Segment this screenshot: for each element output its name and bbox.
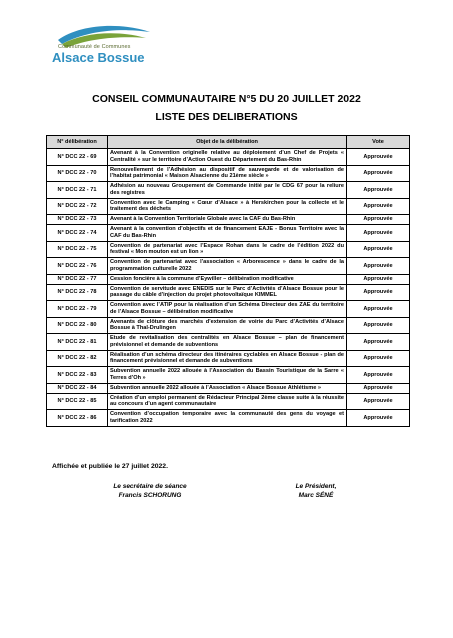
secretary-signature-block	[90, 482, 210, 500]
table-row	[47, 215, 410, 225]
deliberation-number: N° DCC 22 - 69	[47, 149, 108, 166]
deliberation-object: Renouvellement de l’Adhésion au dispositif de sauvegarde et de valorisation de l’habitat patrimonial « Maison Alsacienne du 21ème siècle »	[108, 165, 347, 182]
deliberation-vote: Approuvée	[347, 301, 410, 318]
deliberation-object: Avenant à la Convention Territoriale Globale avec la CAF du Bas-Rhin	[108, 215, 347, 225]
deliberation-vote: Approuvée	[347, 258, 410, 275]
deliberation-number: N° DCC 22 - 77	[47, 274, 108, 284]
header-numero: N° délibération	[47, 136, 108, 149]
deliberation-vote: Approuvée	[347, 274, 410, 284]
document-subtitle: LISTE DES DELIBERATIONS	[155, 111, 298, 123]
table-row	[47, 241, 410, 258]
deliberation-object: Convention de servitude avec ENEDIS sur le Parc d’Activités d’Alsace Bossue pour le passage du câble d’injection du projet photovoltaïque KIMMEL	[108, 284, 347, 301]
deliberation-number: N° DCC 22 - 80	[47, 317, 108, 334]
deliberation-number: N° DCC 22 - 83	[47, 367, 108, 384]
logo-subtitle: Communauté de Communes	[58, 44, 131, 50]
logo-name: Alsace Bossue	[52, 50, 145, 65]
table-header-row	[47, 136, 410, 149]
deliberation-object: Subvention annuelle 2022 allouée à l’Association « Alsace Bossue Athlétisme »	[108, 383, 347, 393]
deliberation-object: Avenants de clôture des marchés d’extension de voirie du Parc d’Activités d’Alsace Bossue à Thal-Drulingen	[108, 317, 347, 334]
deliberation-vote: Approuvée	[347, 198, 410, 215]
deliberation-number: N° DCC 22 - 72	[47, 198, 108, 215]
table-row	[47, 393, 410, 410]
table-row	[47, 258, 410, 275]
table-row	[47, 225, 410, 242]
deliberation-object: Etude de revitalisation des centralités en Alsace Bossue – plan de financement prévisionnel et demande de subventions	[108, 334, 347, 351]
deliberation-vote: Approuvée	[347, 393, 410, 410]
deliberation-object: Convention d’occupation temporaire avec la communauté des gens du voyage et tarification 2022	[108, 410, 347, 427]
deliberation-vote: Approuvée	[347, 317, 410, 334]
deliberation-object: Convention de partenariat avec l’association « Arborescence » dans le cadre de la programmation culturelle 2022	[108, 258, 347, 275]
publication-notice: Affichée et publiée le 27 juillet 2022.	[52, 463, 168, 470]
deliberation-object: Cession foncière à la commune d’Eywiller – délibération modificative	[108, 274, 347, 284]
table-row	[47, 383, 410, 393]
deliberation-object: Convention de partenariat avec l’Espace Rohan dans le cadre de l’édition 2022 du festival « Mon mouton est un lion »	[108, 241, 347, 258]
deliberation-object: Convention avec le Camping « Cœur d’Alsace » à Herskirchen pour la collecte et le traitement des déchets	[108, 198, 347, 215]
deliberation-vote: Approuvée	[347, 334, 410, 351]
deliberation-vote: Approuvée	[347, 182, 410, 199]
deliberation-number: N° DCC 22 - 85	[47, 393, 108, 410]
deliberation-vote: Approuvée	[347, 367, 410, 384]
deliberation-number: N° DCC 22 - 70	[47, 165, 108, 182]
deliberation-number: N° DCC 22 - 82	[47, 350, 108, 367]
table-row	[47, 149, 410, 166]
deliberation-number: N° DCC 22 - 71	[47, 182, 108, 199]
deliberation-number: N° DCC 22 - 73	[47, 215, 108, 225]
deliberation-number: N° DCC 22 - 76	[47, 258, 108, 275]
president-name: Marc SÉNÉ	[298, 492, 334, 500]
deliberation-vote: Approuvée	[347, 410, 410, 427]
secretary-name: Francis SCHORUNG	[118, 492, 182, 500]
table-row	[47, 334, 410, 351]
president-role: Le Président,	[295, 483, 337, 490]
president-signature-block	[266, 482, 366, 500]
table-row	[47, 410, 410, 427]
header-objet: Objet de la délibération	[108, 136, 347, 149]
table-row	[47, 182, 410, 199]
table-row	[47, 301, 410, 318]
table-row	[47, 317, 410, 334]
deliberations-table	[46, 135, 410, 427]
deliberation-number: N° DCC 22 - 86	[47, 410, 108, 427]
deliberation-number: N° DCC 22 - 79	[47, 301, 108, 318]
deliberation-number: N° DCC 22 - 81	[47, 334, 108, 351]
table-row	[47, 350, 410, 367]
deliberation-number: N° DCC 22 - 75	[47, 241, 108, 258]
table-row	[47, 165, 410, 182]
table-row	[47, 284, 410, 301]
secretary-role: Le secrétaire de séance	[113, 483, 187, 490]
deliberation-object: Subvention annuelle 2022 allouée à l’Association du Bassin Touristique de la Sarre « Terres d’Oh »	[108, 367, 347, 384]
table-row	[47, 274, 410, 284]
deliberation-object: Convention avec l’ATIP pour la réalisation d’un Schéma Directeur des ZAE du territoire de l’Alsace Bossue – délibération modificative	[108, 301, 347, 318]
table-row	[47, 198, 410, 215]
deliberation-number: N° DCC 22 - 74	[47, 225, 108, 242]
deliberation-object: Avenant à la convention d’objectifs et de financement EAJE - Bonus Territoire avec la CAF du Bas-Rhin	[108, 225, 347, 242]
deliberation-object: Réalisation d’un schéma directeur des itinéraires cyclables en Alsace Bossue - plan de financement prévisionnel et demande de subventions	[108, 350, 347, 367]
document-title: CONSEIL COMMUNAUTAIRE N°5 DU 20 JUILLET 2022	[92, 93, 361, 105]
deliberation-vote: Approuvée	[347, 165, 410, 182]
deliberation-vote: Approuvée	[347, 149, 410, 166]
deliberation-vote: Approuvée	[347, 383, 410, 393]
deliberation-object: Avenant à la Convention originelle relative au déploiement d’un Chef de Projets « Centralité » sur le territoire d’Action Ouest du Département du Bas-Rhin	[108, 149, 347, 166]
deliberation-object: Création d’un emploi permanent de Rédacteur Principal 2ème classe suite à la réussite au concours d’un agent communautaire	[108, 393, 347, 410]
deliberation-vote: Approuvée	[347, 225, 410, 242]
deliberation-object: Adhésion au nouveau Groupement de Commande initié par le CDG 67 pour la reliure des registres	[108, 182, 347, 199]
deliberation-vote: Approuvée	[347, 350, 410, 367]
deliberation-number: N° DCC 22 - 78	[47, 284, 108, 301]
table-row	[47, 367, 410, 384]
deliberation-vote: Approuvée	[347, 284, 410, 301]
deliberation-number: N° DCC 22 - 84	[47, 383, 108, 393]
deliberation-vote: Approuvée	[347, 241, 410, 258]
header-vote: Vote	[347, 136, 410, 149]
deliberation-vote: Approuvée	[347, 215, 410, 225]
